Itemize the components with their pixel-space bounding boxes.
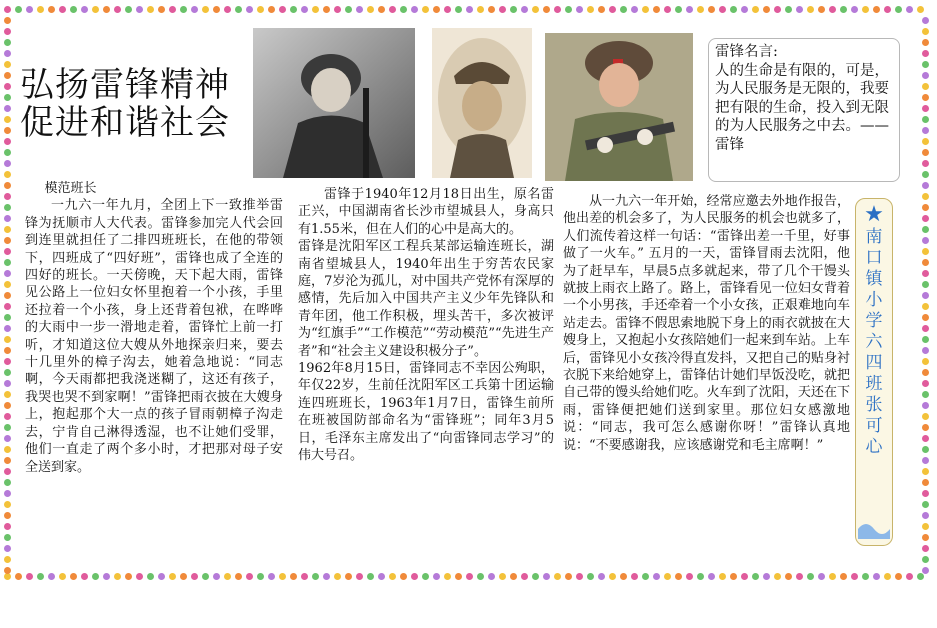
border-dot bbox=[922, 523, 929, 530]
border-dot bbox=[521, 573, 528, 580]
border-dot bbox=[922, 391, 929, 398]
border-dot bbox=[752, 6, 759, 13]
border-dot bbox=[4, 28, 11, 35]
border-dot bbox=[191, 573, 198, 580]
border-dot bbox=[922, 215, 929, 222]
border-dot bbox=[510, 573, 517, 580]
border-dot bbox=[246, 573, 253, 580]
column2-paragraph-1: 雷锋于1940年12月18日出生，原名雷正兴，中国湖南省长沙市望城县人，身高只有1.55米，但在人们的心中是高大的。 bbox=[298, 187, 554, 237]
border-dot bbox=[922, 259, 929, 266]
column2-paragraph-2: 雷锋是沈阳军区工程兵某部运输连班长，湖南省望城县人，1940年出生于穷苦农民家庭，7岁沦为孤儿，对中国共产党怀有深厚的感情，先后加入中国共产主义少年先锋队和青年团，他工作积极，埋头苦干，多次被评为“红旗手”“工作模范”“劳动模范”“先进生产者”和“社会主义建设积极分子”。 bbox=[298, 239, 554, 359]
border-dot bbox=[290, 6, 297, 13]
border-dot bbox=[356, 573, 363, 580]
border-dot bbox=[4, 204, 11, 211]
border-dot bbox=[719, 6, 726, 13]
border-dot bbox=[587, 573, 594, 580]
border-dot bbox=[922, 303, 929, 310]
border-dot bbox=[922, 413, 929, 420]
border-dot bbox=[4, 545, 11, 552]
border-dot bbox=[334, 6, 341, 13]
title-line-2: 促进和谐社会 bbox=[20, 103, 230, 143]
border-dot bbox=[389, 6, 396, 13]
border-dot bbox=[4, 391, 11, 398]
column-model-squad-leader bbox=[25, 180, 283, 476]
border-dot bbox=[257, 573, 264, 580]
border-dot bbox=[565, 573, 572, 580]
border-dot bbox=[664, 573, 671, 580]
border-dot bbox=[4, 127, 11, 134]
border-dot bbox=[4, 402, 11, 409]
border-dot bbox=[477, 573, 484, 580]
border-dot bbox=[719, 573, 726, 580]
border-dot bbox=[4, 237, 11, 244]
border-dot bbox=[922, 105, 929, 112]
border-dot bbox=[917, 573, 924, 580]
border-dot bbox=[922, 380, 929, 387]
wave-icon bbox=[858, 519, 890, 539]
border-dot bbox=[785, 573, 792, 580]
border-dot bbox=[922, 127, 929, 134]
border-dot bbox=[202, 6, 209, 13]
border-dot bbox=[312, 573, 319, 580]
border-dot bbox=[411, 6, 418, 13]
border-dot bbox=[235, 6, 242, 13]
border-dot bbox=[356, 6, 363, 13]
border-dot bbox=[103, 6, 110, 13]
border-dot bbox=[4, 182, 11, 189]
border-dot bbox=[922, 545, 929, 552]
border-dot bbox=[917, 6, 924, 13]
border-dot bbox=[922, 17, 929, 24]
border-dot bbox=[922, 567, 929, 574]
border-dot bbox=[807, 6, 814, 13]
border-dot bbox=[191, 6, 198, 13]
border-dot bbox=[455, 6, 462, 13]
border-dot bbox=[840, 6, 847, 13]
border-dot bbox=[922, 556, 929, 563]
border-dot bbox=[455, 573, 462, 580]
border-dot bbox=[895, 6, 902, 13]
border-dot bbox=[922, 501, 929, 508]
border-dot bbox=[884, 6, 891, 13]
title-line-1: 弘扬雷锋精神 bbox=[20, 65, 230, 105]
border-dot bbox=[884, 573, 891, 580]
border-dot bbox=[922, 446, 929, 453]
border-dot bbox=[818, 573, 825, 580]
border-dot bbox=[922, 83, 929, 90]
border-dot bbox=[796, 573, 803, 580]
border-dot bbox=[4, 83, 11, 90]
border-dot bbox=[598, 573, 605, 580]
border-dot bbox=[922, 50, 929, 57]
border-dot bbox=[4, 380, 11, 387]
column2-paragraph-3: 1962年8月15日，雷锋同志不幸因公殉职，年仅22岁，生前任沈阳军区工兵第十团运输连四班班长，1963年1月7日，雷锋生前所在班被国防部命名为“雷锋班”；同年3月5日，毛泽东主席发出了“向雷锋同志学习”的伟大号召。 bbox=[298, 361, 554, 464]
border-dot bbox=[873, 6, 880, 13]
border-dot bbox=[631, 573, 638, 580]
border-dot bbox=[48, 573, 55, 580]
border-dot bbox=[4, 512, 11, 519]
border-dot bbox=[4, 226, 11, 233]
border-dot bbox=[922, 138, 929, 145]
border-dot bbox=[488, 6, 495, 13]
border-dot bbox=[895, 573, 902, 580]
side-banner bbox=[855, 198, 893, 546]
border-dot bbox=[922, 512, 929, 519]
border-dot bbox=[922, 28, 929, 35]
border-dot bbox=[829, 6, 836, 13]
soldier-portrait-photo bbox=[432, 28, 532, 178]
border-dot bbox=[697, 6, 704, 13]
border-dot bbox=[37, 6, 44, 13]
border-dot bbox=[499, 6, 506, 13]
border-dot bbox=[922, 116, 929, 123]
border-dot bbox=[4, 347, 11, 354]
border-dot bbox=[922, 94, 929, 101]
border-dot bbox=[345, 573, 352, 580]
border-dot bbox=[653, 573, 660, 580]
border-dot bbox=[922, 237, 929, 244]
border-dot bbox=[257, 6, 264, 13]
border-dot bbox=[169, 6, 176, 13]
border-dot bbox=[906, 6, 913, 13]
border-dot bbox=[466, 6, 473, 13]
border-dot bbox=[4, 248, 11, 255]
border-dot bbox=[922, 534, 929, 541]
border-dot bbox=[922, 61, 929, 68]
border-dot bbox=[4, 303, 11, 310]
border-dot bbox=[510, 6, 517, 13]
border-dot bbox=[922, 226, 929, 233]
border-dot bbox=[708, 6, 715, 13]
border-dot bbox=[922, 402, 929, 409]
border-dot bbox=[4, 17, 11, 24]
border-dot bbox=[81, 6, 88, 13]
border-dot bbox=[4, 270, 11, 277]
border-dot bbox=[4, 50, 11, 57]
border-dot bbox=[4, 193, 11, 200]
border-dot bbox=[26, 6, 33, 13]
border-dot bbox=[922, 160, 929, 167]
border-dot bbox=[4, 501, 11, 508]
border-dot bbox=[290, 573, 297, 580]
border-dot bbox=[400, 6, 407, 13]
border-dot bbox=[587, 6, 594, 13]
border-dot bbox=[741, 6, 748, 13]
soldier-cleaning-rifle-photo bbox=[545, 33, 693, 181]
star-icon: ★ bbox=[864, 202, 884, 227]
border-dot bbox=[180, 573, 187, 580]
border-dot bbox=[15, 6, 22, 13]
page-title bbox=[20, 66, 230, 142]
border-dot bbox=[609, 573, 616, 580]
border-dot bbox=[4, 573, 11, 580]
border-dot bbox=[48, 6, 55, 13]
border-dot bbox=[158, 573, 165, 580]
border-dot bbox=[554, 6, 561, 13]
border-dot bbox=[922, 435, 929, 442]
border-dot bbox=[367, 573, 374, 580]
border-dot bbox=[59, 6, 66, 13]
border-dot bbox=[444, 573, 451, 580]
border-dot bbox=[4, 39, 11, 46]
border-dot bbox=[147, 573, 154, 580]
border-dot bbox=[4, 457, 11, 464]
border-dot bbox=[15, 573, 22, 580]
border-dot bbox=[675, 573, 682, 580]
border-dot bbox=[922, 369, 929, 376]
border-dot bbox=[862, 6, 869, 13]
border-dot bbox=[785, 6, 792, 13]
border-dot bbox=[345, 6, 352, 13]
border-dot bbox=[323, 573, 330, 580]
border-dot bbox=[4, 149, 11, 156]
border-dot bbox=[4, 435, 11, 442]
border-dot bbox=[4, 413, 11, 420]
border-dot bbox=[620, 6, 627, 13]
border-dot bbox=[92, 6, 99, 13]
border-dot bbox=[422, 573, 429, 580]
border-dot bbox=[532, 573, 539, 580]
border-dot bbox=[125, 6, 132, 13]
border-dot bbox=[922, 39, 929, 46]
border-dot bbox=[125, 573, 132, 580]
border-dot bbox=[4, 556, 11, 563]
border-dot bbox=[114, 6, 121, 13]
border-dot bbox=[4, 61, 11, 68]
border-dot bbox=[653, 6, 660, 13]
border-dot bbox=[922, 490, 929, 497]
border-dot bbox=[202, 573, 209, 580]
border-dot bbox=[532, 6, 539, 13]
border-dot bbox=[851, 6, 858, 13]
border-dot bbox=[543, 6, 550, 13]
border-dot bbox=[642, 573, 649, 580]
border-dot bbox=[4, 468, 11, 475]
border-dot bbox=[862, 573, 869, 580]
border-dot bbox=[499, 573, 506, 580]
border-dot bbox=[922, 424, 929, 431]
border-dot bbox=[301, 573, 308, 580]
border-dot bbox=[81, 573, 88, 580]
border-dot bbox=[576, 6, 583, 13]
border-dot bbox=[4, 259, 11, 266]
border-dot bbox=[466, 573, 473, 580]
column1-paragraph: 一九六一年九月，全团上下一致推举雷锋为抚顺市人大代表。雷锋参加完人代会回到连里就担任了二排四班班长，在他的带领下，四班成了“四好班”，雷锋也成了全连的四好的班长。一天傍晚，天下起大雨，雷锋见公路上一位妇女怀里抱着一个小孩，手里还拉着一个小孩，身上还背着包袱，在哗哗的大雨中一步一滑地走着，雷锋忙上前一打听，才知道这位大嫂从外地探亲归来，要去十几里外的樟子沟去，她着急地说：“同志啊，今天雨都把我浇迷糊了，这还有孩子，我哭也哭不到家啊！”雷锋把雨衣披在大嫂身上，抱起那个大一点的孩子冒雨朝樟子沟走去，宁肯自己淋得透湿，也不让她们受罪，他们一直走了两个多小时，才把那对母子安全送到家。 bbox=[25, 198, 283, 475]
border-dot bbox=[378, 573, 385, 580]
border-dot bbox=[4, 325, 11, 332]
border-dot bbox=[873, 573, 880, 580]
quote-body: 人的生命是有限的，可是，为人民服务是无限的，我要把有限的生命，投入到无限的为人民服务之中去。——雷锋 bbox=[715, 62, 889, 153]
border-dot bbox=[4, 523, 11, 530]
border-dot bbox=[620, 573, 627, 580]
border-dot bbox=[70, 573, 77, 580]
border-dot bbox=[4, 105, 11, 112]
border-dot bbox=[389, 573, 396, 580]
border-dot bbox=[565, 6, 572, 13]
border-dot bbox=[422, 6, 429, 13]
border-dot bbox=[686, 6, 693, 13]
border-dot bbox=[763, 573, 770, 580]
border-dot bbox=[246, 6, 253, 13]
border-dot bbox=[4, 567, 11, 574]
border-dot bbox=[4, 215, 11, 222]
border-dot bbox=[433, 6, 440, 13]
border-dot bbox=[4, 446, 11, 453]
border-dot bbox=[922, 193, 929, 200]
border-dot bbox=[730, 573, 737, 580]
border-dot bbox=[114, 573, 121, 580]
border-dot bbox=[4, 490, 11, 497]
border-dot bbox=[147, 6, 154, 13]
border-dot bbox=[796, 6, 803, 13]
border-dot bbox=[922, 314, 929, 321]
border-dot bbox=[477, 6, 484, 13]
border-dot bbox=[609, 6, 616, 13]
border-dot bbox=[279, 6, 286, 13]
border-dot bbox=[4, 314, 11, 321]
column1-heading: 模范班长 bbox=[44, 181, 97, 196]
border-dot bbox=[92, 573, 99, 580]
border-dot bbox=[922, 182, 929, 189]
border-dot bbox=[400, 573, 407, 580]
border-dot bbox=[922, 72, 929, 79]
quote-box bbox=[708, 38, 900, 182]
border-dot bbox=[4, 534, 11, 541]
border-dot bbox=[922, 204, 929, 211]
border-dot bbox=[906, 573, 913, 580]
border-dot bbox=[4, 6, 11, 13]
border-dot bbox=[312, 6, 319, 13]
border-dot bbox=[136, 573, 143, 580]
border-dot bbox=[774, 573, 781, 580]
border-dot bbox=[642, 6, 649, 13]
border-dot bbox=[4, 281, 11, 288]
border-dot bbox=[279, 573, 286, 580]
border-dot bbox=[213, 6, 220, 13]
border-dot bbox=[818, 6, 825, 13]
border-dot bbox=[730, 6, 737, 13]
border-dot bbox=[763, 6, 770, 13]
border-dot bbox=[4, 72, 11, 79]
border-dot bbox=[598, 6, 605, 13]
border-dot bbox=[576, 573, 583, 580]
border-dot bbox=[543, 573, 550, 580]
border-dot bbox=[158, 6, 165, 13]
border-dot bbox=[708, 573, 715, 580]
border-dot bbox=[922, 479, 929, 486]
border-dot bbox=[367, 6, 374, 13]
border-dot bbox=[686, 573, 693, 580]
border-dot bbox=[922, 457, 929, 464]
border-dot bbox=[675, 6, 682, 13]
border-dot bbox=[37, 573, 44, 580]
border-dot bbox=[752, 573, 759, 580]
border-dot bbox=[840, 573, 847, 580]
border-dot bbox=[411, 573, 418, 580]
border-dot bbox=[922, 171, 929, 178]
border-dot bbox=[235, 573, 242, 580]
border-dot bbox=[4, 171, 11, 178]
border-dot bbox=[213, 573, 220, 580]
border-dot bbox=[922, 248, 929, 255]
border-dot bbox=[4, 479, 11, 486]
border-dot bbox=[4, 160, 11, 167]
border-dot bbox=[301, 6, 308, 13]
border-dot bbox=[180, 6, 187, 13]
border-dot bbox=[4, 292, 11, 299]
border-dot bbox=[378, 6, 385, 13]
border-dot bbox=[664, 6, 671, 13]
border-dot bbox=[774, 6, 781, 13]
border-dot bbox=[922, 281, 929, 288]
border-dot bbox=[922, 358, 929, 365]
border-dot bbox=[444, 6, 451, 13]
border-dot bbox=[807, 573, 814, 580]
border-dot bbox=[224, 6, 231, 13]
border-dot bbox=[922, 325, 929, 332]
border-dot bbox=[922, 149, 929, 156]
border-dot bbox=[136, 6, 143, 13]
border-dot bbox=[922, 270, 929, 277]
border-dot bbox=[922, 336, 929, 343]
quote-heading: 雷锋名言: bbox=[715, 44, 778, 60]
border-dot bbox=[59, 573, 66, 580]
border-dot bbox=[697, 573, 704, 580]
border-dot bbox=[4, 138, 11, 145]
border-dot bbox=[268, 573, 275, 580]
border-dot bbox=[4, 336, 11, 343]
border-dot bbox=[554, 573, 561, 580]
column-good-deeds bbox=[563, 193, 850, 454]
border-dot bbox=[521, 6, 528, 13]
border-dot bbox=[103, 573, 110, 580]
border-dot bbox=[488, 573, 495, 580]
border-dot bbox=[268, 6, 275, 13]
border-dot bbox=[631, 6, 638, 13]
border-dot bbox=[4, 424, 11, 431]
border-dot bbox=[4, 358, 11, 365]
border-dot bbox=[922, 347, 929, 354]
border-dot bbox=[829, 573, 836, 580]
border-dot bbox=[433, 573, 440, 580]
border-dot bbox=[169, 573, 176, 580]
border-dot bbox=[323, 6, 330, 13]
border-dot bbox=[4, 369, 11, 376]
border-dot bbox=[4, 116, 11, 123]
soldier-fur-hat-rifle-photo bbox=[253, 28, 415, 178]
border-dot bbox=[70, 6, 77, 13]
border-dot bbox=[922, 292, 929, 299]
border-dot bbox=[851, 573, 858, 580]
border-dot bbox=[26, 573, 33, 580]
column3-paragraph: 从一九六一年开始，经常应邀去外地作报告，他出差的机会多了，为人民服务的机会也就多了，人们流传着这样一句话：“雷锋出差一千里，好事做了一火车。” 五月的一天，雷锋冒雨去沈阳，他为了赶早车，早晨5点多就起来，带了几个干馒头就披上雨衣上路了。路上，雷锋看见一位妇女背着一个小男孩，手还牵着一个小女孩，正艰难地向车站走去。雷锋不假思索地脱下身上的雨衣就披在大嫂身上，又抱起小女孩陪她们一起来到车站。上车后，雷锋见小女孩冷得直发抖，又把自己的贴身衬衣脱下来给她穿上，雷锋估计她们早饭没吃，就把自己带的馒头给她们吃。火车到了沈阳，天还在下雨，雷锋便把她们送到家里。那位妇女感激地说：“同志，我可怎么感谢你呀！”雷锋认真地说：“不要感谢我，应该感谢党和毛主席啊！” bbox=[563, 194, 850, 453]
border-dot bbox=[4, 94, 11, 101]
side-banner-text: 南口镇小学 六四班 张可心 bbox=[865, 227, 883, 457]
border-dot bbox=[224, 573, 231, 580]
border-dot bbox=[334, 573, 341, 580]
border-dot bbox=[922, 468, 929, 475]
border-dot bbox=[741, 573, 748, 580]
column-biography bbox=[298, 186, 554, 465]
